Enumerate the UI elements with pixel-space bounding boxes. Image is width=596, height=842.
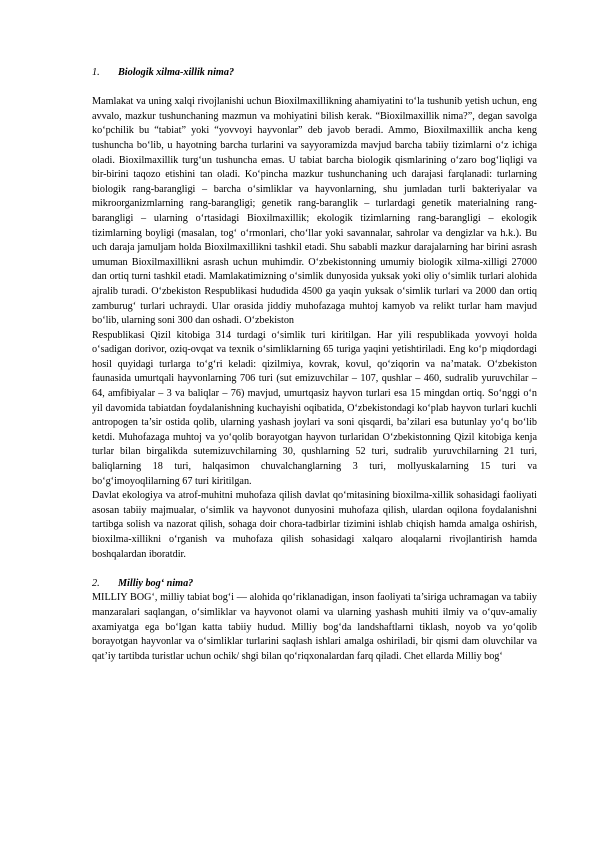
section-number: 2. [92, 577, 100, 589]
section-heading [92, 577, 537, 592]
section-title: Biologik xilma-xillik nima? [118, 67, 235, 78]
paragraph: Davlat ekologiya va atrof-muhitni muhofaza qilish davlat qo‘mitasining bioxilma-xillik sohasidagi faoliyati asosan tabiiy majmualar, o‘simlik va hayvonot dunyosini muhofaza qilish, ulardan oqilona foydalanishni tartibga solish va nazorat qilish, sohaga doir chora-tadbirlar tizimini ishlab chiqish hamda amalga oshirish, bioxilma-xillikni o‘rganish va muhofaza qilish sohasidagi xalqaro aloqalarni rivojlantirish hamda boshqalardan iboratdir. [92, 490, 537, 560]
paragraph: Respublikasi Qizil kitobiga 314 turdagi o‘simlik turi kiritilgan. Har yili respublikada yovvoyi holda o‘sadigan dorivor, oziq-ovqat va texnik o‘simliklarning 65 turiga yaqini yetishtiriladi. Eng ko‘p miqdordagi hosil quyidagi turlarga to‘g‘ri keladi: qizilmiya, kovrak, kovul, qo‘ziqorin va na’matak. O‘zbekiston faunasida umurtqali hayvonlarning 706 turi (sut emizuvchilar – 107, qushlar – 460, sudralib yuruvchilar – 64, amfibiyalar – 3 va baliqlar – 76) mavjud, umurtqasiz hayvon turlari esa 15 mingdan ortiq. So‘nggi o‘n yil davomida tabiatdan foydalanishning kuchayishi oqibatida, O‘zbekistondagi ko‘plab hayvon turlari kuchli antropogen ta’sir ostida qolib, ularning yashash joylari va soni qisqardi, ba’zilari esa butunlay yo‘q bo‘lib ketdi. Muhofazaga muhtoj va yo‘qolib borayotgan hayvon turlaridan O‘zbekistonning Qizil kitobiga kenja turlar bilan birgalikda sutemizuvchilarning 30, qushlarning 52 turi, sudralib yuruvchilarning 21 turi, baliqlarning 18 turi, halqasimon chuvalchanglarning 3 turi, mollyuskalarning 15 turi va bo‘g‘imoyoqlilarning 67 turi kiritilgan. [92, 329, 537, 487]
paragraph: MILLIY BOG‘, milliy tabiat bog‘i — alohida qo‘riklanadigan, inson faoliyati ta’siriga uchramagan va tabiiy manzaralari saqlangan, o‘simliklar va hayvonot olami va ularning yashash muhiti ilmiy va o‘quv-amaliy axamiyatga ega bo‘lgan katta tabiiy hudud. Milliy bog‘da landshaftlarni tiklash, noyob va yo‘qolib borayotgan hayvonlar va o‘simliklar turlarini saqlash ishlari amalga oshiriladi, bir qismi dam oluvchilar va qat’iy tartibda turistlar uchun ochik/ shgi bilan qo‘riqxonalardan farq qiladi. Chet ellarda Milliy bog‘ [92, 592, 537, 662]
paragraph: Mamlakat va uning xalqi rivojlanishi uchun Bioxilmaxillikning ahamiyatini to‘la tushunib yetish uchun, eng avvalo, mazkur tushunchaning mazmun va mohiyatini bilish kerak. “Bioxilmaxillik nima?”, degan savolga ko‘pchilik bu “tabiat” yoki “yovvoyi hayvonlar” deb javob beradi. Ammo, Bioxilmaxillik ancha keng tushuncha bo‘lib, u hayotning barcha turlarini va sayyoramizda mavjud barcha tabiiy tizimlarni o‘z ichiga oladi. Bioxilmaxillik turg‘un tushuncha emas. U tabiat barcha biologik qismlarining o‘zaro bog‘liqligi va bir-birini taqozo etishini tan oladi. Ko‘pincha mazkur tushunchaning uch darajasi farqlanadi: turlarning biologik rang-barangligi – barcha o‘simliklar va hayvonlarning, shu jumladan turli bakteriyalar va mikroorganizmlarning rang-barangligi; genetik rang-baranglik – turlardagi genetik materialning rang-barangligi – ularning o‘rtasidagi Bioxilmaxillik; ekologik tizimlarning rang-barangligi – ekologik tizimlarning boyligi (masalan, tog‘ o‘rmonlari, cho‘llar yoki savannalar, sahrolar va dengizlar va h.k.). Bu uch daraja jamuljam holda Bioxilmaxillikni tashkil etadi. Shu sababli mazkur darajalarning har birini asrash umuman Bioxilmaxillikni asrash uchun muhimdir. O‘zbekistonning umumiy biologik xilma-xilligi 27000 dan ortiq turni tashkil etadi. Mamlakatimizning o‘simlik dunyosida yuksak yoki oliy o‘simlik turlari alohida ajralib turadi. O‘zbekiston Respublikasi hududida 4500 ga yaqin yuksak o‘simlik turlari va 2000 dan ortiq zamburug‘ turlari uchraydi. Ular orasida jiddiy muhofazaga muhtoj kamyob va relikt turlar ham mavjud bo‘lib, ularning soni 300 dan oshadi. O‘zbekiston [92, 96, 537, 327]
section-number: 1. [92, 67, 100, 78]
document-body [92, 66, 537, 664]
section-title: Milliy bog‘ nima? [118, 577, 194, 589]
section-heading [92, 66, 537, 81]
